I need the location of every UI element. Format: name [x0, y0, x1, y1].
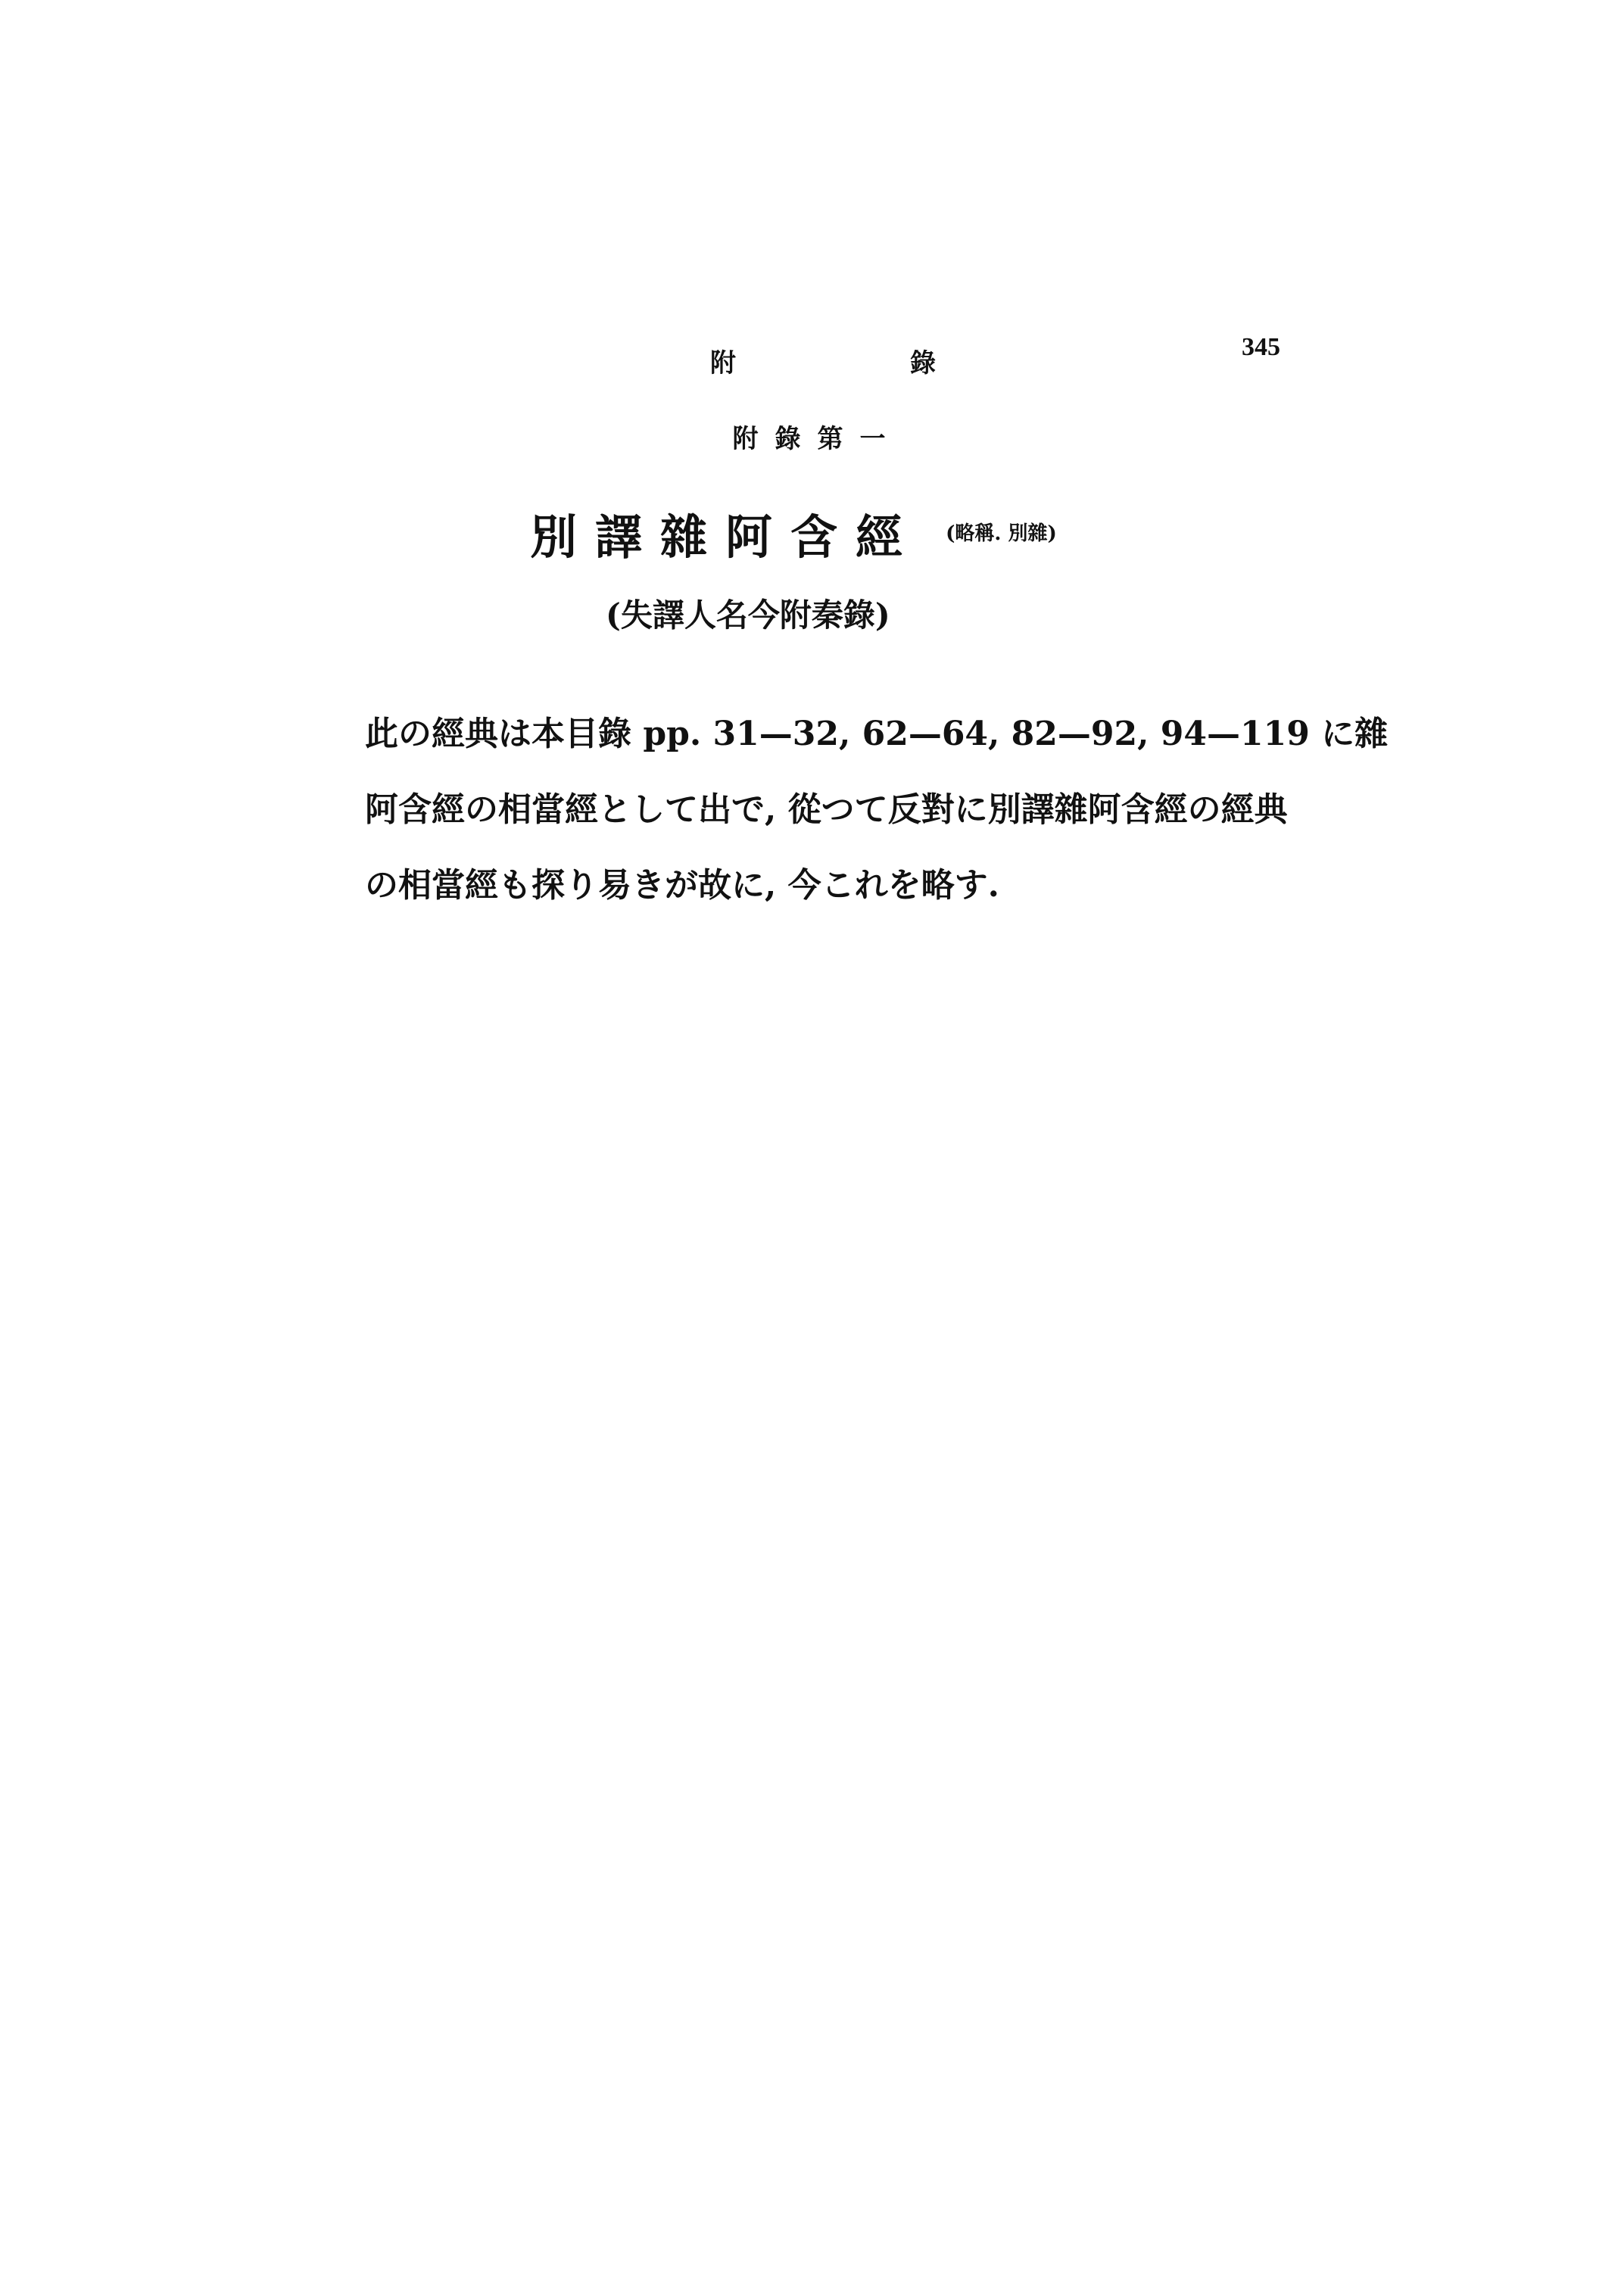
page-title: 別譯雜阿含經 — [530, 509, 921, 565]
title-abbreviation: (略稱. 別雜) — [946, 522, 1057, 545]
running-head-left: 附 — [710, 348, 736, 379]
title-row — [530, 500, 1057, 567]
appendix-label: 附錄第一 — [732, 424, 902, 454]
running-head-right: 錄 — [910, 348, 936, 379]
body-paragraph — [365, 696, 1389, 924]
page-number: 345 — [1242, 333, 1280, 361]
body-line: 阿含經の相當經として出で, 從つて反對に別譯雜阿含經の經典 — [365, 790, 1288, 829]
body-line: の相當經も探り易きが故に, 今これを略す. — [365, 866, 999, 905]
subtitle: (失譯人名今附秦錄) — [606, 597, 890, 634]
running-head — [0, 333, 1624, 394]
body-line: 此の經典は本目錄 pp. 31—32, 62—64, 82—92, 94—119 に雜 — [365, 715, 1389, 753]
